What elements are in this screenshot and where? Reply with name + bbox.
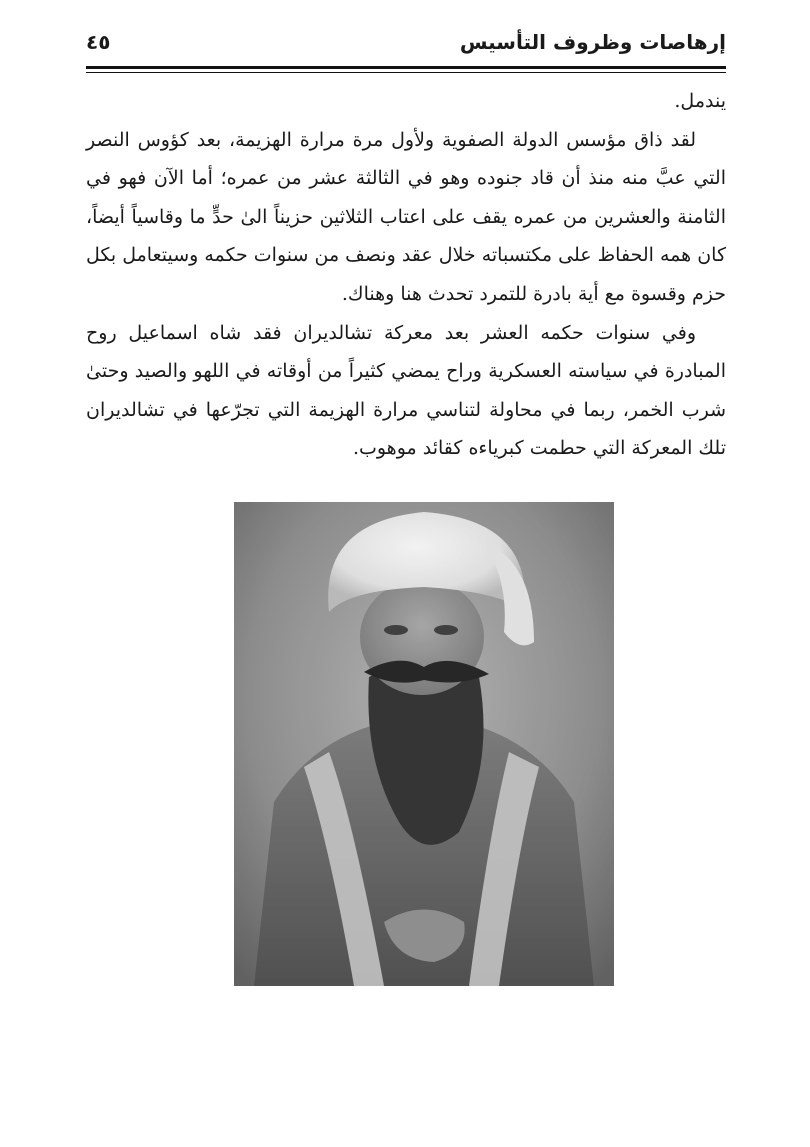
paragraph-continuation: يندمل. bbox=[674, 90, 726, 112]
paragraph-aftermath: وفي سنوات حكمه العشر بعد معركة تشالديران فقد شاه اسماعيل روح المبادرة في سياسته العسكرية وراح يمضي كثيراً من أوقاته في اللهو والصيد وحتىٰ شرب الخمر، ربما في محاولة لتناسي مرارة الهزيمة التي تجرّعها في تشالديران تلك المعركة التي حطمت كبرياءه كقائد موهوب. bbox=[86, 321, 726, 460]
portrait-image bbox=[234, 502, 614, 986]
portrait-figure bbox=[234, 502, 614, 986]
page-number: ٤٥ bbox=[86, 30, 111, 54]
paragraph-defeat: لقد ذاق مؤسس الدولة الصفوية ولأول مرة مرارة الهزيمة، بعد كؤوس النصر التي عبَّ منه منذ أن قاد جنوده وهو في الثالثة عشر من عمره؛ أما الآن فهو في الثامنة والعشرين من عمره يقف على اعتاب الثلاثين حزيناً الىٰ حدٍّ ما وقاسياً أيضاً، كان همه الحفاظ على مكتسباته خلال عقد ونصف من سنوات حكمه وسيتعامل بكل حزم وقسوة مع أية بادرة للتمرد تحدث هنا وهناك. bbox=[86, 128, 726, 305]
header-rule-thin bbox=[86, 72, 726, 73]
running-title: إرهاصات وظروف التأسيس bbox=[459, 30, 726, 54]
portrait-grain bbox=[234, 502, 614, 986]
body-text bbox=[86, 82, 726, 468]
page-header bbox=[86, 28, 726, 62]
header-rule-thick bbox=[86, 66, 726, 69]
